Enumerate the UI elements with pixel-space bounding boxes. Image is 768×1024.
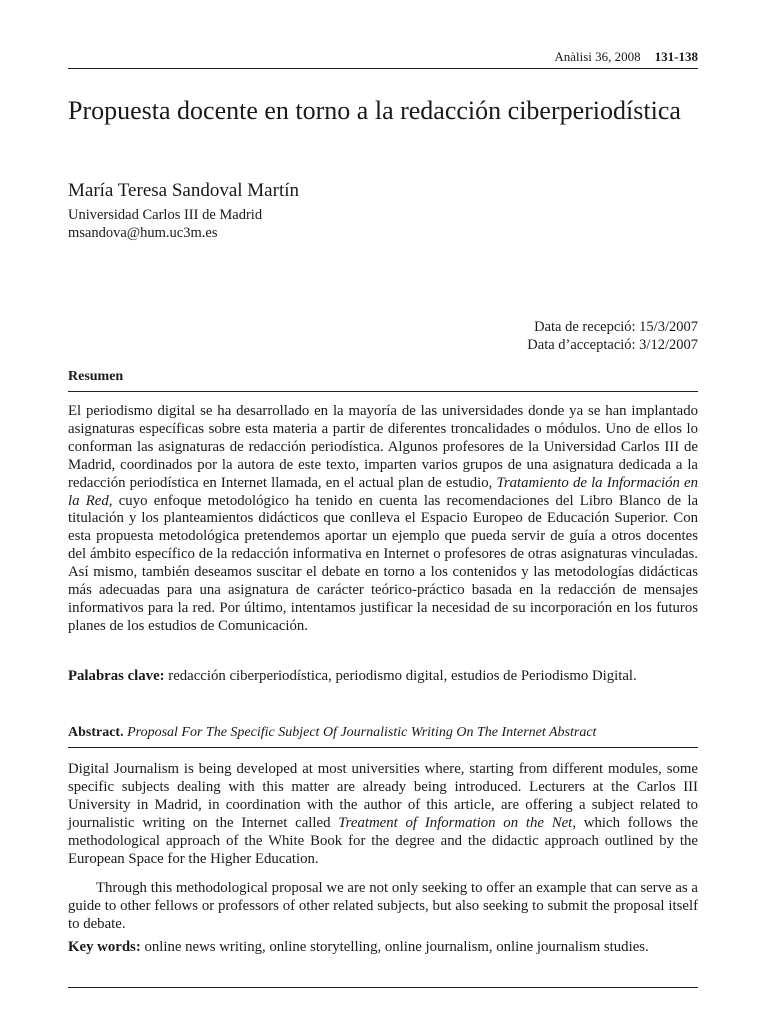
abstract-text-2: , which follows the methodological approach of the White Book for the degree and the didactic approach outlined by the European Space for the Higher Education. [68, 814, 699, 867]
keywords-list: redacción ciberperiodística, periodismo digital, estudios de Periodismo Digital. [164, 668, 637, 684]
abstract-heading [68, 725, 698, 741]
abstract-title: Proposal For The Specific Subject Of Journalistic Writing On The Internet Abstract [127, 725, 597, 740]
received-date: Data de recepció: 15/3/2007 [534, 319, 698, 335]
author-affiliation: Universidad Carlos III de Madrid [68, 207, 263, 223]
author-name: María Teresa Sandoval Martín [68, 180, 299, 201]
resumen-keywords [68, 668, 698, 686]
key-words-list: online news writing, online storytelling, online journalism, online journalism studies. [140, 939, 649, 955]
article-title: Propuesta docente en torno a la redacción ciberperiodística [68, 96, 681, 125]
resumen-rule [68, 391, 698, 392]
abstract-text-1: Digital Journalism is being developed at most universities where, starting from different modules, some specific subjects dealing with this matter are already being introduced. Lecturers at the Carlos III University in Madrid, in coordination with the author of this article, are offering a subject related to journalistic writing on the Internet called [68, 761, 698, 831]
abstract-rule [68, 747, 698, 748]
resumen-course-title: Tratamiento de la Información en la Red [68, 474, 698, 509]
running-header [554, 49, 698, 65]
abstract-paragraph-2: Through this methodological proposal we are not only seeking to offer an example that can serve as a guide to other fellows or professors of other related subjects, but also seeking to submit the proposal itself to debate. [68, 880, 698, 932]
footer-rule [68, 987, 698, 988]
article-dates [527, 318, 698, 354]
abstract-label: Abstract. [68, 725, 124, 740]
journal-citation: Anàlisi 36, 2008 [554, 49, 641, 64]
accepted-date: Data d’acceptació: 3/12/2007 [527, 337, 698, 353]
abstract-paragraph-1 [68, 761, 698, 868]
abstract-course-title: Treatment of Information on the Net [338, 814, 573, 831]
resumen-text-2: , cuyo enfoque metodológico ha tenido en cuenta las recomendaciones del Libro Blanco de la titulación y los planteamientos didácticos que conlleva el Espacio Europeo de Educación Superior. Con esta propuesta metodológica pretendemos aportar un ejemplo que pueda servir de guía a otros docentes del ámbito específico de la redacción informativa en Internet o profesores de otras asignaturas vinculadas. Así mismo, también deseamos suscitar el debate en torno a los contenidos y las metodologías didácticas más adecuadas para una asignatura de carácter teórico-práctico basada en la redacción de mensajes informativos para la red. Por último, intentamos justificar la necesidad de su incorporación en los futuros planes de los estudios de Comunicación. [68, 492, 699, 634]
page-range: 131-138 [654, 49, 698, 64]
resumen-heading: Resumen [68, 369, 124, 384]
key-words-label: Key words: [68, 939, 141, 955]
header-rule [68, 68, 698, 69]
resumen-text-1: El periodismo digital se ha desarrollado en la mayoría de las universidades donde ya se han implantado asignaturas específicas sobre esta materia a partir de diferentes troncalidades o módulos. Uno de ellos lo conforman las asignaturas de redacción periodística. Algunos profesores de la Universidad Carlos III de Madrid, coordinados por la autora de este texto, imparten varios grupos de una asignatura dedicada a la redacción periodística en Internet llamada, en el actual plan de estudio, [68, 403, 698, 491]
resumen-paragraph [68, 403, 698, 636]
abstract-keywords [68, 939, 698, 957]
keywords-label: Palabras clave: [68, 668, 165, 684]
author-email: msandova@hum.uc3m.es [68, 225, 218, 241]
